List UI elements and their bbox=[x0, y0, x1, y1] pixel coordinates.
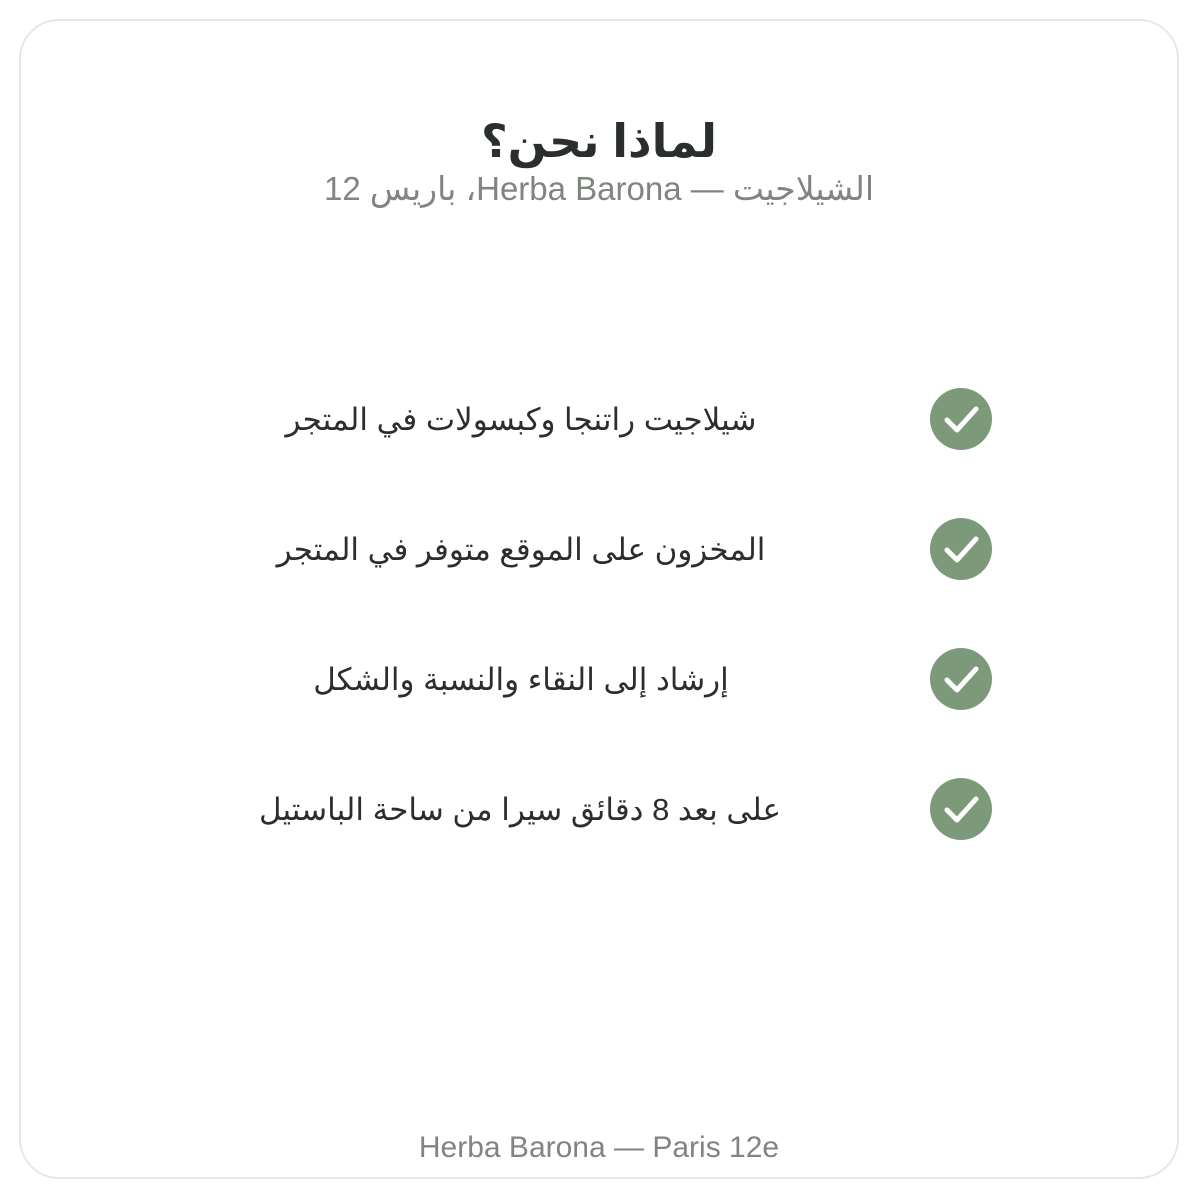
check-circle-icon bbox=[930, 388, 992, 450]
feature-list bbox=[21, 368, 1177, 888]
feature-text: على بعد 8 دقائق سيرا من ساحة الباستيل bbox=[258, 792, 781, 827]
feature-text: إرشاد إلى النقاء والنسبة والشكل bbox=[313, 662, 729, 697]
page-subtitle: الشيلاجيت — Herba Barona، باريس 12 bbox=[323, 170, 875, 207]
footer-brand: Herba Barona — Paris 12e bbox=[418, 1131, 780, 1164]
feature-item bbox=[21, 628, 1177, 758]
page-title: لماذا نحن؟ bbox=[480, 115, 718, 167]
check-circle-icon bbox=[930, 518, 992, 580]
feature-text: شيلاجيت راتنجا وكبسولات في المتجر bbox=[285, 402, 757, 437]
check-circle-icon bbox=[930, 648, 992, 710]
check-circle-icon bbox=[930, 778, 992, 840]
feature-item bbox=[21, 758, 1177, 888]
feature-item bbox=[21, 368, 1177, 498]
feature-item bbox=[21, 498, 1177, 628]
feature-card bbox=[19, 19, 1179, 1179]
feature-text: المخزون على الموقع متوفر في المتجر bbox=[276, 532, 766, 567]
